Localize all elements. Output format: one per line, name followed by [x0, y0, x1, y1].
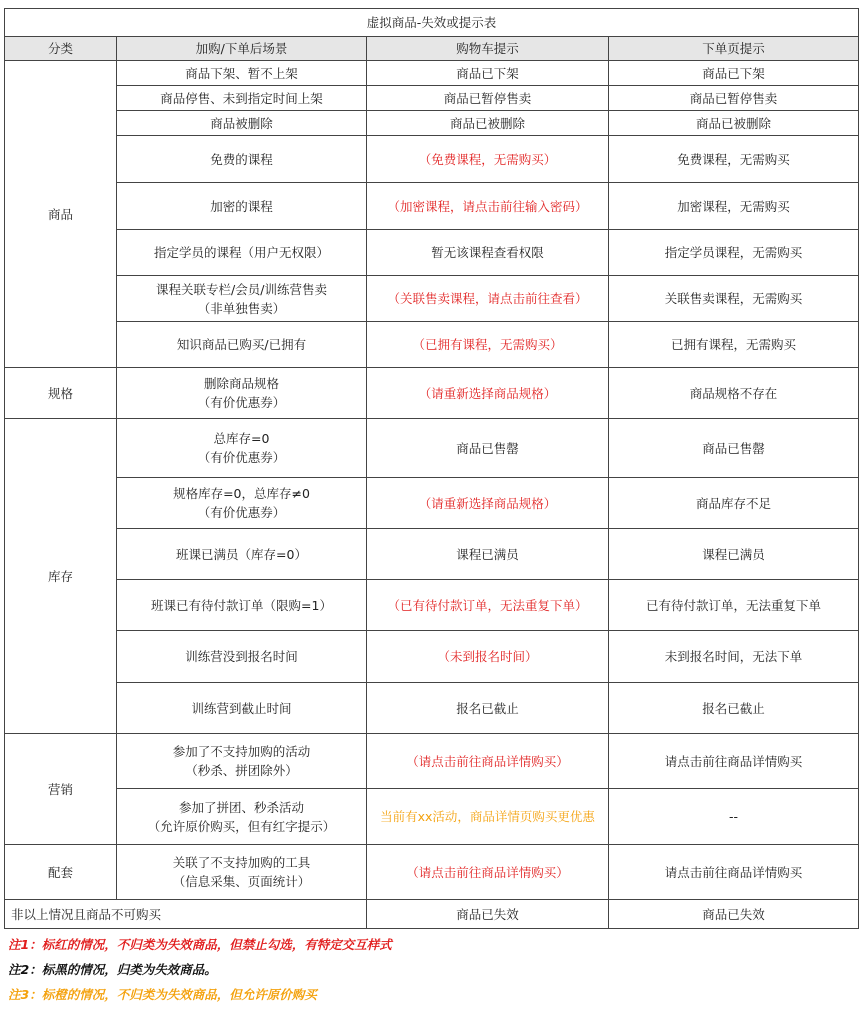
cart-tip-cell: （请重新选择商品规格） [367, 368, 609, 419]
table-title: 虚拟商品-失效或提示表 [5, 9, 859, 37]
order-tip-cell: 商品已被删除 [609, 111, 859, 136]
header-category: 分类 [5, 37, 117, 61]
table-row [5, 111, 859, 136]
scenario-line: 指定学员的课程（用户无权限） [153, 245, 329, 260]
cart-tip-cell: 课程已满员 [367, 529, 609, 580]
cart-tip-cell: 报名已截止 [367, 683, 609, 734]
note-1: 注1：标红的情况，不归类为失效商品，但禁止勾选，有特定交互样式 [8, 937, 392, 952]
table-row [5, 183, 859, 230]
cart-tip-cell: （请点击前往商品详情购买） [367, 845, 609, 900]
cart-tip-cell: 当前有xx活动，商品详情页购买更优惠 [367, 789, 609, 845]
scenario-cell [117, 368, 367, 419]
cart-tip-cell: 商品已暂停售卖 [367, 86, 609, 111]
order-tip-cell: 未到报名时间，无法下单 [609, 631, 859, 683]
scenario-line: （有价优惠券） [197, 505, 286, 520]
order-tip-cell: 商品库存不足 [609, 478, 859, 529]
scenario-line: 班课已满员（库存=0） [176, 546, 307, 562]
scenario-line: 加密的课程 [210, 198, 273, 214]
order-tip-cell: 关联售卖课程，无需购买 [609, 276, 859, 322]
scenario-line: 商品被删除 [210, 115, 273, 131]
scenario-line: （秒杀、拼团除外） [185, 763, 298, 778]
table-row [5, 529, 859, 580]
scenario-line: 参加了不支持加购的活动 [172, 744, 311, 759]
invalid-product-table [4, 8, 859, 929]
table-row [5, 631, 859, 683]
order-tip-cell: 报名已截止 [609, 683, 859, 734]
order-tip-cell: 加密课程，无需购买 [609, 183, 859, 230]
cart-tip-cell: （关联售卖课程，请点击前往查看） [367, 276, 609, 322]
scenario-cell [117, 631, 367, 683]
table-row [5, 419, 859, 478]
table-row [5, 276, 859, 322]
scenario-cell [117, 683, 367, 734]
category-cell: 库存 [5, 419, 117, 734]
scenario-line: 知识商品已购买/已拥有 [176, 337, 307, 352]
category-cell: 商品 [5, 61, 117, 368]
scenario-cell [117, 111, 367, 136]
scenario-line: （有价优惠券） [197, 395, 286, 410]
table-row [5, 322, 859, 368]
scenario-line: （非单独售卖） [197, 300, 286, 316]
scenario-cell [117, 580, 367, 631]
cart-tip-cell: （请点击前往商品详情购买） [367, 734, 609, 789]
scenario-cell [117, 845, 367, 900]
cart-tip-cell: （免费课程，无需购买） [367, 136, 609, 183]
header-order-tip: 下单页提示 [609, 37, 859, 61]
cart-tip-cell: 商品已售罄 [367, 419, 609, 478]
scenario-line: 课程关联专栏/会员/训练营售卖 [156, 281, 327, 297]
cart-tip-cell: 商品已被删除 [367, 111, 609, 136]
scenario-line: 删除商品规格 [203, 376, 279, 391]
cart-tip-cell: （加密课程，请点击前往输入密码） [367, 183, 609, 230]
cart-tip-cell: （请重新选择商品规格） [367, 478, 609, 529]
other-case-label: 非以上情况且商品不可购买 [5, 900, 367, 929]
order-tip-cell: 已有待付款订单，无法重复下单 [609, 580, 859, 631]
table-row [5, 61, 859, 86]
note-3: 注3：标橙的情况，不归类为失效商品，但允许原价购买 [8, 987, 317, 1002]
order-tip-cell: 已拥有课程，无需购买 [609, 322, 859, 368]
header-cart-tip: 购物车提示 [367, 37, 609, 61]
scenario-cell [117, 61, 367, 86]
table-row [5, 478, 859, 529]
order-tip-cell: 商品已暂停售卖 [609, 86, 859, 111]
notes [8, 932, 858, 1007]
order-tip-cell: 请点击前往商品详情购买 [609, 845, 859, 900]
scenario-cell [117, 136, 367, 183]
scenario-line: 训练营到截止时间 [191, 700, 292, 716]
table-row [5, 86, 859, 111]
note-2: 注2：标黑的情况，归类为失效商品。 [8, 962, 217, 977]
table-row [5, 368, 859, 419]
header-scenario: 加购/下单后场景 [117, 37, 367, 61]
order-tip-cell: 商品已失效 [609, 900, 859, 929]
scenario-cell [117, 478, 367, 529]
order-tip-cell: 商品已售罄 [609, 419, 859, 478]
scenario-cell [117, 529, 367, 580]
cart-tip-cell: 商品已失效 [367, 900, 609, 929]
cart-tip-cell: （已拥有课程，无需购买） [367, 322, 609, 368]
scenario-cell [117, 86, 367, 111]
scenario-line: 规格库存=0，总库存≠0 [173, 486, 310, 501]
scenario-line: 训练营没到报名时间 [185, 649, 298, 664]
cart-tip-cell: 暂无该课程查看权限 [367, 230, 609, 276]
cart-tip-cell: 商品已下架 [367, 61, 609, 86]
scenario-cell [117, 322, 367, 368]
scenario-line: 商品停售、未到指定时间上架 [160, 90, 323, 106]
table-row [5, 734, 859, 789]
scenario-line: （有价优惠券） [197, 450, 286, 465]
table-body [5, 61, 859, 900]
table-row [5, 230, 859, 276]
order-tip-cell: 指定学员课程，无需购买 [609, 230, 859, 276]
table-row-other [5, 900, 859, 929]
scenario-line: 商品下架、暂不上架 [185, 65, 298, 81]
scenario-line: （信息采集、页面统计） [172, 874, 311, 889]
scenario-cell [117, 419, 367, 478]
scenario-line: 班课已有待付款订单（限购=1） [151, 597, 332, 613]
category-cell: 规格 [5, 368, 117, 419]
order-tip-cell: 商品已下架 [609, 61, 859, 86]
cart-tip-cell: （已有待付款订单，无法重复下单） [367, 580, 609, 631]
scenario-line: （允许原价购买，但有红字提示） [147, 818, 336, 834]
scenario-line: 关联了不支持加购的工具 [172, 855, 311, 870]
table-row [5, 136, 859, 183]
scenario-cell [117, 230, 367, 276]
table-row [5, 845, 859, 900]
scenario-cell [117, 276, 367, 322]
order-tip-cell: 商品规格不存在 [609, 368, 859, 419]
order-tip-cell: 免费课程，无需购买 [609, 136, 859, 183]
scenario-line: 总库存=0 [213, 431, 270, 446]
order-tip-cell: 课程已满员 [609, 529, 859, 580]
cart-tip-cell: （未到报名时间） [367, 631, 609, 683]
scenario-cell [117, 789, 367, 845]
scenario-line: 参加了拼团、秒杀活动 [178, 799, 304, 815]
scenario-cell [117, 734, 367, 789]
scenario-line: 免费的课程 [210, 151, 273, 167]
category-cell: 配套 [5, 845, 117, 900]
category-cell: 营销 [5, 734, 117, 845]
table-row [5, 789, 859, 845]
table-row [5, 683, 859, 734]
order-tip-cell: -- [609, 789, 859, 845]
scenario-cell [117, 183, 367, 230]
table-row [5, 580, 859, 631]
order-tip-cell: 请点击前往商品详情购买 [609, 734, 859, 789]
